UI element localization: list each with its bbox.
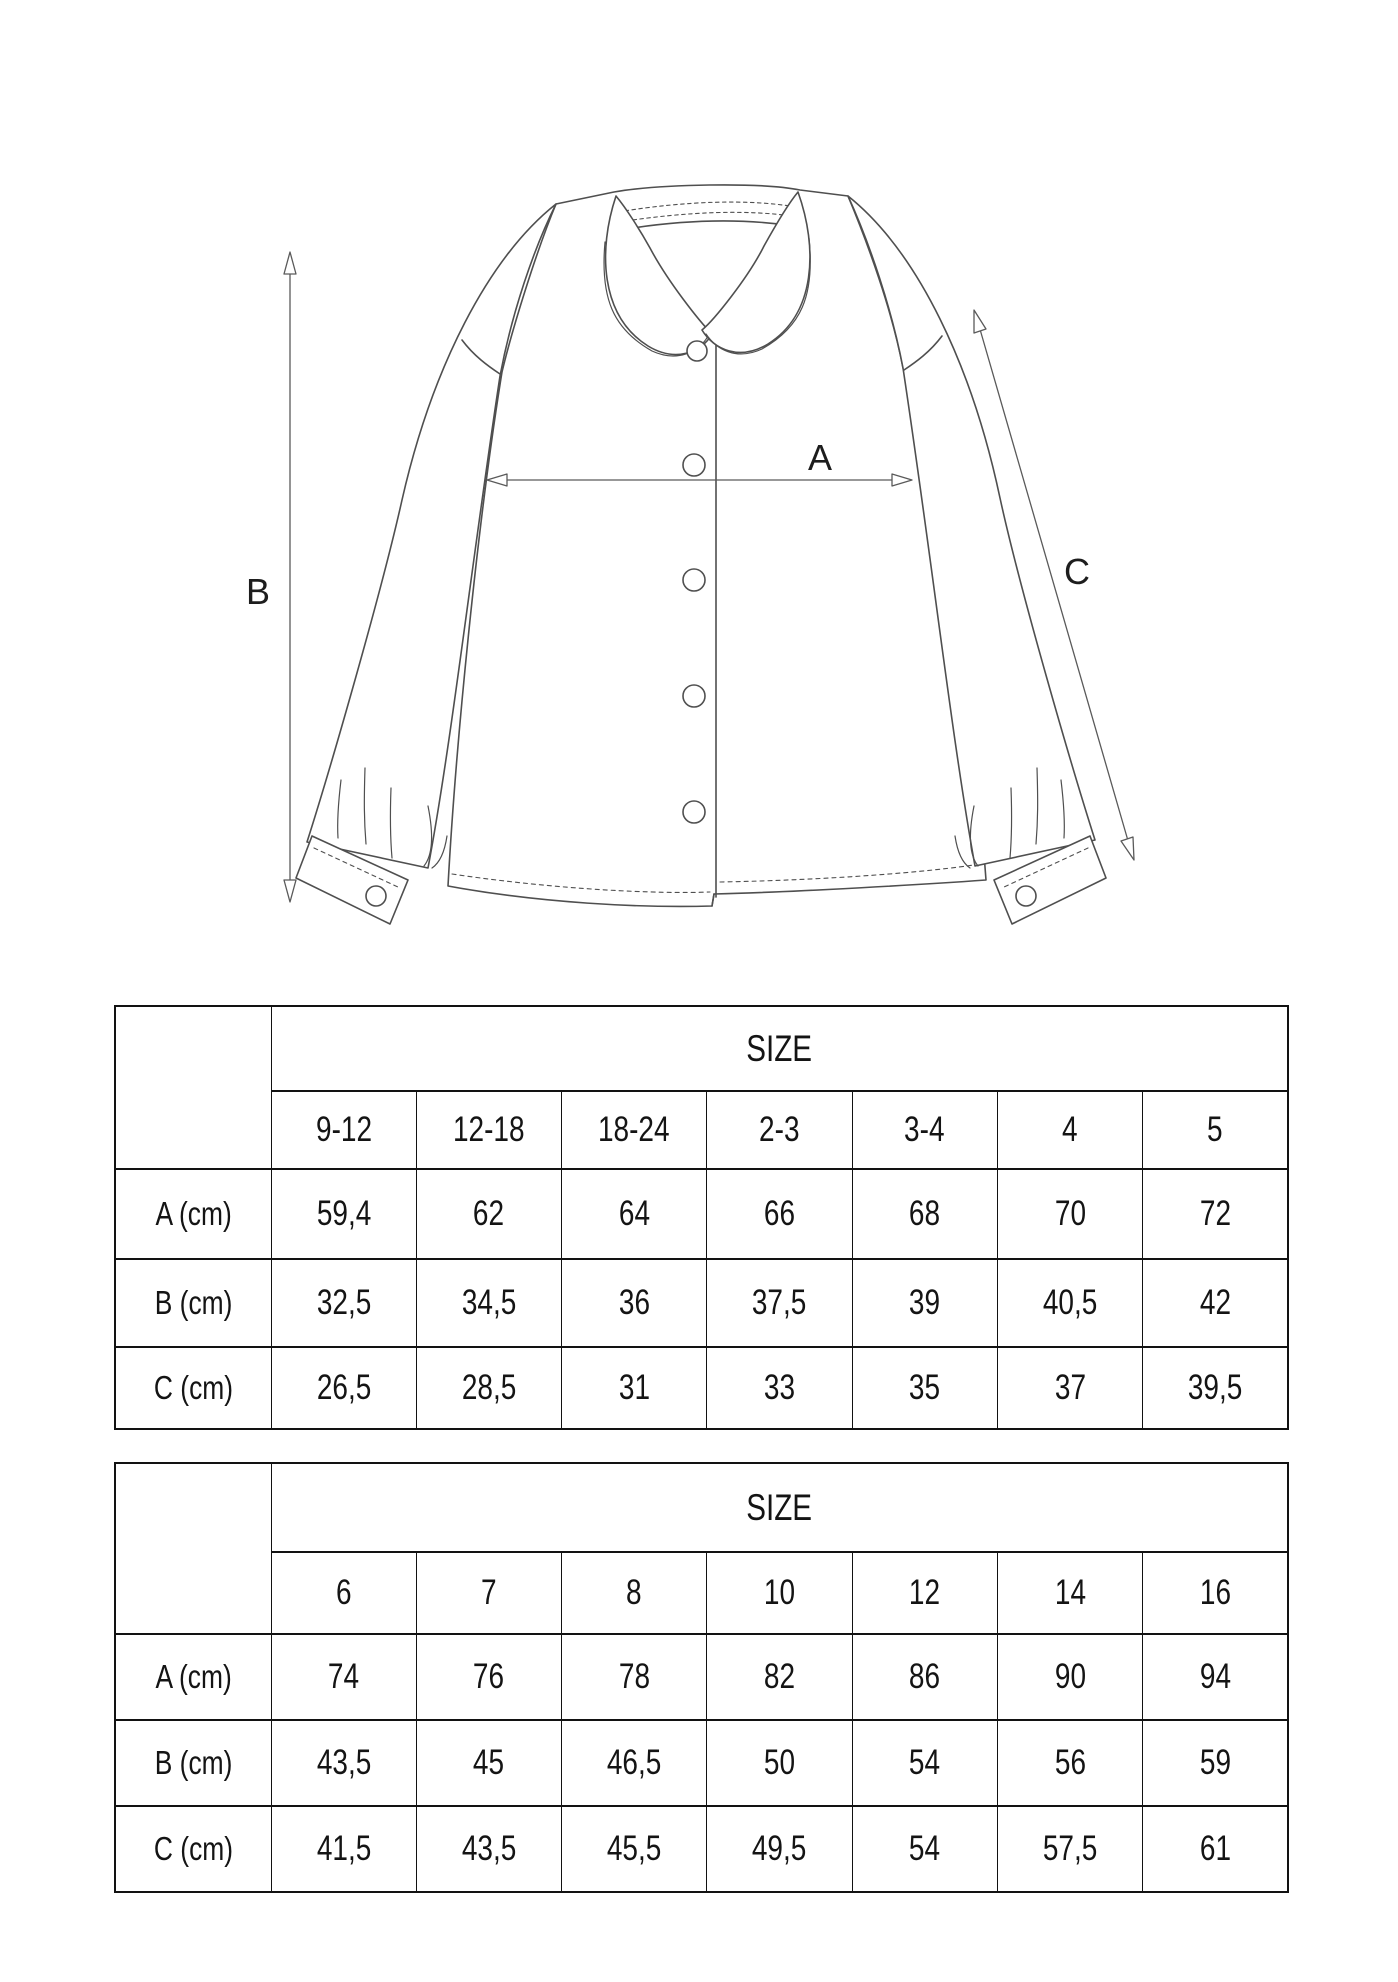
measurement-value-cell: 33 (707, 1347, 852, 1429)
size-column-header: 4 (997, 1091, 1142, 1169)
table-corner-spacer (115, 1552, 271, 1634)
size-column-header: 12-18 (416, 1091, 561, 1169)
measurement-value-cell: 86 (852, 1634, 997, 1720)
measurement-value-cell: 42 (1143, 1259, 1288, 1347)
measurement-row-label: C (cm) (115, 1347, 271, 1429)
measurement-value-cell: 43,5 (416, 1806, 561, 1892)
measurement-value-cell: 45 (416, 1720, 561, 1806)
size-column-header: 14 (997, 1552, 1142, 1634)
measurement-value-cell: 78 (562, 1634, 707, 1720)
measurement-value-cell: 61 (1143, 1806, 1288, 1892)
measurement-value-cell: 37,5 (707, 1259, 852, 1347)
dimension-arrow-b (284, 252, 296, 902)
size-column-header: 8 (562, 1552, 707, 1634)
size-column-header: 3-4 (852, 1091, 997, 1169)
measurement-value-cell: 31 (562, 1347, 707, 1429)
measurement-value-cell: 28,5 (416, 1347, 561, 1429)
size-column-header: 10 (707, 1552, 852, 1634)
measurement-value-cell: 94 (1143, 1634, 1288, 1720)
measurement-value-cell: 39 (852, 1259, 997, 1347)
cuff-button-icon (1016, 886, 1036, 906)
size-table-baby-toddler (114, 1005, 1289, 1430)
measurement-value-cell: 82 (707, 1634, 852, 1720)
measurement-value-cell: 72 (1143, 1169, 1288, 1259)
measurement-value-cell: 37 (997, 1347, 1142, 1429)
measurement-value-cell: 32,5 (271, 1259, 416, 1347)
measurement-row-label: B (cm) (115, 1259, 271, 1347)
measurement-row-label: B (cm) (115, 1720, 271, 1806)
measurement-value-cell: 74 (271, 1634, 416, 1720)
table-corner-spacer (115, 1463, 271, 1552)
measurement-value-cell: 46,5 (562, 1720, 707, 1806)
dimension-label-c: C (1064, 551, 1090, 592)
measurement-value-cell: 40,5 (997, 1259, 1142, 1347)
size-column-header: 6 (271, 1552, 416, 1634)
size-column-header: 9-12 (271, 1091, 416, 1169)
measurement-value-cell: 76 (416, 1634, 561, 1720)
measurement-value-cell: 56 (997, 1720, 1142, 1806)
measurement-row-label: A (cm) (115, 1634, 271, 1720)
cuff-button-icon (366, 886, 386, 906)
measurement-value-cell: 41,5 (271, 1806, 416, 1892)
measurement-row-label: C (cm) (115, 1806, 271, 1892)
measurement-value-cell: 36 (562, 1259, 707, 1347)
measurement-value-cell: 39,5 (1143, 1347, 1288, 1429)
measurement-value-cell: 90 (997, 1634, 1142, 1720)
size-column-header: 5 (1143, 1091, 1288, 1169)
button-icon (683, 569, 705, 591)
collar-button-icon (687, 341, 707, 361)
measurement-value-cell: 45,5 (562, 1806, 707, 1892)
measurement-value-cell: 34,5 (416, 1259, 561, 1347)
measurement-value-cell: 54 (852, 1720, 997, 1806)
measurement-value-cell: 26,5 (271, 1347, 416, 1429)
size-header-cell: SIZE (271, 1463, 1288, 1552)
table-corner-spacer (115, 1006, 271, 1091)
table-corner-spacer (115, 1091, 271, 1169)
measurement-value-cell: 43,5 (271, 1720, 416, 1806)
size-column-header: 12 (852, 1552, 997, 1634)
measurement-value-cell: 66 (707, 1169, 852, 1259)
garment-technical-drawing (0, 0, 1398, 990)
measurement-value-cell: 35 (852, 1347, 997, 1429)
button-icon (683, 685, 705, 707)
size-column-header: 18-24 (562, 1091, 707, 1169)
dimension-label-b: B (246, 571, 271, 612)
button-icon (683, 801, 705, 823)
size-table-kids (114, 1462, 1289, 1893)
measurement-value-cell: 64 (562, 1169, 707, 1259)
measurement-value-cell: 54 (852, 1806, 997, 1892)
size-header-cell: SIZE (271, 1006, 1288, 1091)
measurement-value-cell: 70 (997, 1169, 1142, 1259)
measurement-value-cell: 68 (852, 1169, 997, 1259)
size-column-header: 2-3 (707, 1091, 852, 1169)
size-column-header: 7 (416, 1552, 561, 1634)
measurement-value-cell: 62 (416, 1169, 561, 1259)
measurement-value-cell: 59,4 (271, 1169, 416, 1259)
measurement-value-cell: 50 (707, 1720, 852, 1806)
measurement-value-cell: 49,5 (707, 1806, 852, 1892)
measurement-row-label: A (cm) (115, 1169, 271, 1259)
measurement-value-cell: 59 (1143, 1720, 1288, 1806)
button-icon (683, 454, 705, 476)
size-column-header: 16 (1143, 1552, 1288, 1634)
dimension-label-a: A (808, 437, 833, 478)
measurement-value-cell: 57,5 (997, 1806, 1142, 1892)
